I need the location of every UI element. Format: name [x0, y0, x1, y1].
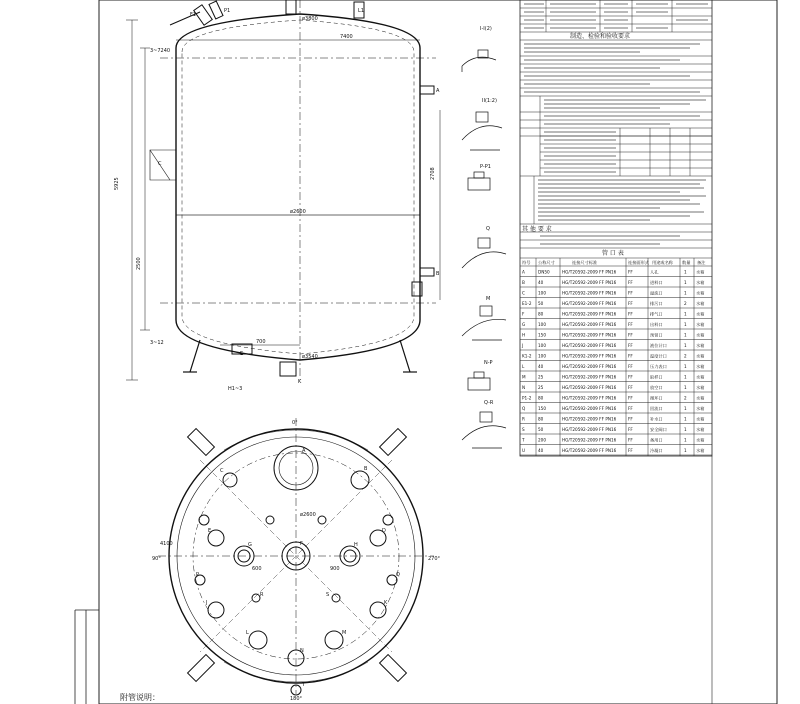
nozzle-cell: HG/T20592-2009 FF PN16: [562, 280, 617, 285]
nozzle-col-header: 连接面形式: [628, 260, 649, 265]
nozzle-cell: FF: [628, 322, 633, 327]
nozzle-cell: 水箱: [696, 374, 705, 380]
nozzle-cell: 1: [684, 448, 687, 453]
nozzle-cell: HG/T20592-2009 FF PN16: [562, 332, 617, 338]
detail-5: [462, 306, 506, 340]
nozzle-letter: F: [300, 541, 303, 547]
nozzle-cell: H: [522, 332, 526, 338]
dim-bottom: 700: [256, 339, 266, 345]
nozzle-cell: 备用口: [650, 437, 663, 443]
nozzle-cell: FF: [628, 437, 633, 443]
nozzle-cell: FF: [628, 385, 633, 390]
nozzle-cell: HG/T20592-2009 FF PN16: [562, 385, 617, 390]
nozzle-letter: P: [196, 572, 200, 578]
nozzle-cell: T: [522, 437, 525, 443]
nozzle-cell: 水箱: [696, 332, 705, 338]
detail-label: I-I(2): [480, 26, 492, 32]
nozzle-cell: FF: [628, 301, 633, 306]
nozzle-cell: FF: [628, 395, 633, 401]
dim-shell-dia: ø2600: [290, 209, 306, 215]
nozzle-cell: FF: [628, 364, 633, 369]
nozzle-cell: L: [522, 364, 525, 369]
nozzle-letter: A: [302, 448, 306, 454]
nozzle-cell: 80: [538, 416, 544, 422]
detail-views: [462, 50, 506, 448]
nozzle-cell: 1: [684, 269, 687, 275]
nozzle-cell: FF: [628, 290, 633, 296]
nozzle-cell: 水箱: [696, 280, 705, 285]
nozzle-cell: HG/T20592-2009 FF PN16: [562, 374, 617, 380]
nozzle-cell: P1-2: [522, 395, 532, 401]
process-section-heading: 其 他 要 求: [522, 226, 552, 233]
nozzle-cell: 2: [684, 395, 687, 401]
nozzle-cell: 40: [538, 448, 544, 453]
angle-top: 0°: [292, 420, 298, 426]
plan-angles: [152, 420, 441, 702]
nozzle-letter: H: [354, 542, 358, 548]
nozzle-letter: E: [208, 528, 212, 534]
nozzle-cell: 150: [538, 406, 546, 411]
nozzle-cell: A: [522, 269, 525, 275]
nozzle-cell: 循环口: [650, 395, 663, 401]
detail-2: [462, 112, 502, 150]
dim-bottom-dia: ø3540: [302, 354, 318, 360]
nozzle-cell: FF: [628, 353, 633, 359]
nozzle-cell: 100: [538, 343, 546, 348]
plan-dim: ø2600: [300, 512, 316, 518]
nozzle-cell: 水箱: [696, 416, 705, 422]
nozzle-cell: FF: [628, 406, 633, 411]
nozzle-letter: C: [220, 468, 224, 474]
nozzle-cell: 放空口: [650, 385, 663, 390]
section-headings: [522, 32, 630, 257]
plan-nozzle-letters: [196, 448, 400, 688]
detail-labels: [480, 26, 497, 406]
angle-right: 270°: [428, 556, 441, 562]
nozzle-cell: HG/T20592-2009 FF PN16: [562, 269, 617, 275]
nozzle-cell: 补水口: [650, 416, 663, 422]
nozzle-cell: 排气口: [650, 311, 663, 317]
nozzle-cell: B: [522, 280, 525, 285]
nozzle-cell: 1: [684, 374, 687, 380]
nozzle-cell: HG/T20592-2009 FF PN16: [562, 448, 617, 453]
dim-shell-len: 2500: [136, 257, 142, 270]
nozzle-col-header: 备注: [697, 260, 706, 265]
nozzle-cell: K1-2: [522, 353, 532, 359]
nozzle-cell: 压力表口: [650, 364, 667, 369]
tag: K: [298, 379, 302, 385]
nozzle-cell: J: [522, 343, 524, 348]
nozzle-cell: DN50: [538, 269, 550, 275]
detail-label: N-P: [484, 360, 493, 366]
nozzle-cell: N: [522, 385, 526, 390]
nozzle-cell: FF: [628, 427, 633, 432]
nozzle-cell: FF: [628, 332, 633, 338]
nozzle-cell: 1: [684, 290, 687, 296]
detail-6: [468, 372, 490, 390]
nozzle-cell: HG/T20592-2009 FF PN16: [562, 353, 617, 359]
nozzle-cell: 1: [684, 343, 687, 348]
nozzle-cell: G: [522, 322, 526, 327]
nozzle-cell: FF: [628, 343, 633, 348]
nozzle-letter: M: [342, 630, 347, 636]
nozzle-cell: 水箱: [696, 448, 705, 453]
plan-dim: 900: [330, 566, 340, 572]
tag: F1: [190, 12, 197, 18]
nozzle-col-header: 公称尺寸: [538, 260, 555, 265]
nozzle-cell: 40: [538, 280, 544, 285]
nozzle-cell: 水箱: [696, 290, 705, 296]
nozzle-cell: 200: [538, 437, 546, 443]
nozzle-cell: FF: [628, 280, 633, 285]
nozzle-cell: 水箱: [696, 353, 705, 359]
nozzle-letter: B: [364, 466, 368, 472]
tag: P1: [224, 8, 231, 14]
nozzle-cell: E1-2: [522, 301, 532, 306]
nozzle-cell: 温度计口: [650, 353, 667, 359]
nozzle-section-heading: 管 口 表: [602, 250, 624, 257]
nozzle-letter: D: [382, 528, 386, 534]
nozzle-letter: K: [384, 600, 388, 606]
nozzle-cell: 水箱: [696, 322, 705, 327]
plan-view: [158, 418, 434, 695]
nozzle-letter: S: [326, 592, 330, 598]
detail-4: [462, 238, 506, 268]
vessel-shell: [176, 14, 420, 360]
nozzle-cell: 1: [684, 416, 687, 422]
plan-dim: 600: [252, 566, 262, 572]
nozzle-cell: 2: [684, 301, 687, 306]
nozzle-rows: [520, 269, 712, 456]
nozzle-letter: L: [246, 630, 249, 636]
nozzle-letter: J: [206, 600, 208, 606]
piping-notes-caption: 附管说明：: [120, 693, 160, 702]
detail-label: P-P1: [480, 164, 491, 170]
nozzle-letter: R: [260, 592, 264, 598]
nozzle-cell: 150: [538, 332, 546, 338]
nozzle-cell: 水箱: [696, 343, 705, 348]
nozzle-cell: HG/T20592-2009 FF PN16: [562, 322, 617, 327]
nozzle-cell: 进料口: [650, 280, 663, 285]
nozzle-cell: FF: [628, 448, 633, 453]
dim-left: 3~7240: [150, 48, 171, 54]
nozzle-cell: R: [522, 416, 525, 422]
detail-1: [462, 50, 496, 72]
dim-top: 7400: [340, 34, 353, 40]
nozzle-cell: HG/T20592-2009 FF PN16: [562, 290, 617, 296]
nozzle-cell: HG/T20592-2009 FF PN16: [562, 301, 617, 306]
nozzle-table: [520, 258, 712, 456]
dim-total-height: 5925: [114, 177, 120, 190]
nozzle-cell: 1: [684, 311, 687, 317]
dim-mid-height: 2708: [430, 167, 436, 180]
nozzle-cell: M: [522, 374, 526, 380]
nozzle-cell: FF: [628, 416, 633, 422]
nozzle-col-header: 符号: [522, 260, 531, 265]
tag: B: [436, 271, 440, 277]
dim-bottom-label: 3~12: [150, 340, 164, 346]
nozzle-cell: 排污口: [650, 301, 663, 306]
nozzle-cell: 溢流口: [650, 290, 663, 296]
nozzle-cell: 取样口: [650, 374, 663, 380]
nozzle-letter: T: [302, 682, 306, 688]
detail-label: M: [486, 296, 491, 302]
detail-7: [462, 412, 506, 448]
nozzle-cell: 40: [538, 364, 544, 369]
nozzle-cell: 25: [538, 374, 544, 380]
nozzle-cell: 水箱: [696, 364, 705, 369]
nozzle-cell: 冷凝口: [650, 448, 663, 453]
nozzle-letter: G: [248, 542, 252, 548]
nozzle-cell: 1: [684, 364, 687, 369]
header-grid: [520, 0, 712, 32]
nozzle-cell: 50: [538, 427, 544, 432]
angle-left: 90°: [152, 556, 161, 562]
nozzle-cell: 水箱: [696, 437, 705, 443]
nozzle-letter: N: [300, 648, 304, 654]
elevation-tags: [158, 8, 440, 385]
nozzle-letter: Q: [396, 572, 400, 578]
nozzle-cell: Q: [522, 406, 526, 411]
nozzle-col-header: 用途或名称: [652, 260, 673, 265]
nozzle-cell: 水箱: [696, 269, 705, 275]
nozzle-cell: FF: [628, 311, 633, 317]
nozzle-cell: FF: [628, 374, 633, 380]
tag: E: [240, 351, 244, 357]
detail-label: II(1:2): [482, 98, 497, 104]
tag: A: [436, 88, 440, 94]
dim-base-label: H1~3: [228, 386, 243, 392]
nozzle-cell: 100: [538, 322, 546, 327]
nozzle-cell: 水箱: [696, 406, 705, 411]
nozzle-cell: HG/T20592-2009 FF PN16: [562, 364, 617, 369]
nozzle-cell: HG/T20592-2009 FF PN16: [562, 343, 617, 348]
tag: L1: [358, 8, 364, 14]
detail-label: Q: [486, 226, 490, 232]
nozzle-cell: HG/T20592-2009 FF PN16: [562, 416, 617, 422]
nozzle-cell: 1: [684, 437, 687, 443]
nozzle-cell: 50: [538, 301, 544, 306]
dim-dia-top: ø3800: [302, 16, 318, 22]
nozzle-cell: C: [522, 290, 525, 296]
nozzle-cell: 1: [684, 332, 687, 338]
nozzle-col-header: 连接尺寸标准: [572, 260, 598, 265]
nozzle-cell: S: [522, 427, 525, 432]
nozzle-cell: 人孔: [650, 269, 659, 275]
nozzle-cell: 25: [538, 385, 544, 390]
nozzle-cell: 液位计口: [650, 343, 667, 348]
tag: C: [158, 161, 162, 167]
nozzle-cell: 100: [538, 290, 546, 296]
nozzle-cell: HG/T20592-2009 FF PN16: [562, 311, 617, 317]
nozzle-cell: 水箱: [696, 311, 705, 317]
nozzle-cell: 80: [538, 311, 544, 317]
nozzle-cell: HG/T20592-2009 FF PN16: [562, 395, 617, 401]
elevation-view: [126, 0, 440, 380]
plan-dim: 4100: [160, 541, 173, 547]
angle-bottom: 180°: [290, 696, 303, 702]
nozzle-cell: FF: [628, 269, 633, 275]
nozzle-cell: 安全阀口: [650, 427, 667, 432]
detail-label: Q-R: [484, 400, 494, 406]
elevation-dimensions: [114, 16, 436, 392]
nozzle-cell: HG/T20592-2009 FF PN16: [562, 427, 617, 432]
design-section-heading: 制造、检验和验收要求: [570, 33, 631, 40]
nozzle-cell: 水箱: [696, 385, 705, 390]
nozzle-cell: 2: [684, 353, 687, 359]
nozzle-cell: 100: [538, 353, 546, 359]
nozzle-cell: 1: [684, 385, 687, 390]
nozzle-cell: 1: [684, 406, 687, 411]
nozzle-cell: HG/T20592-2009 FF PN16: [562, 437, 617, 443]
drawing-frame: [75, 0, 777, 704]
nozzle-cell: F: [522, 311, 525, 317]
nozzle-cell: 预留口: [650, 332, 663, 338]
nozzle-cell: U: [522, 448, 526, 453]
nozzle-cell: 1: [684, 427, 687, 432]
nozzle-cell: HG/T20592-2009 FF PN16: [562, 406, 617, 411]
nozzle-cell: 1: [684, 322, 687, 327]
nozzle-cell: 回流口: [650, 406, 663, 411]
nozzle-cell: 80: [538, 395, 544, 401]
nozzle-cell: 水箱: [696, 301, 705, 306]
detail-3: [468, 172, 490, 190]
nozzle-cell: 水箱: [696, 395, 705, 401]
nozzle-cell: 1: [684, 280, 687, 285]
nozzle-col-header: 数量: [682, 260, 691, 265]
nozzle-cell: 出料口: [650, 322, 663, 327]
nozzle-cell: 水箱: [696, 427, 705, 432]
